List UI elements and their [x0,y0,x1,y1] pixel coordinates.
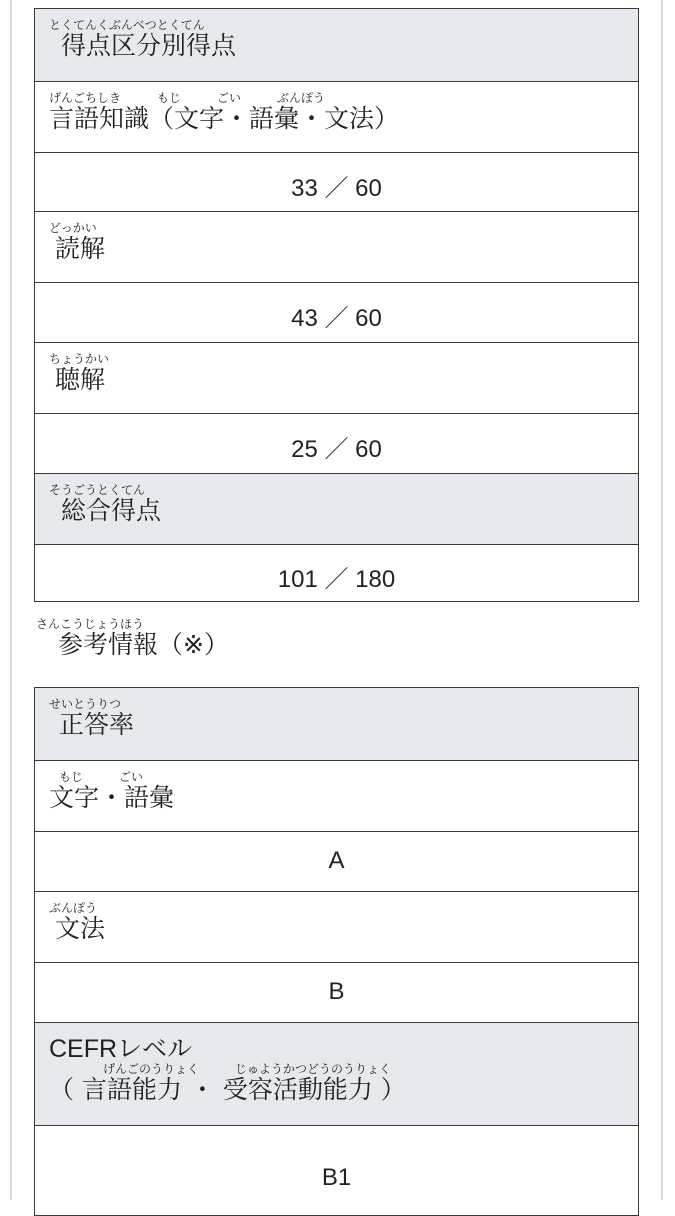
language-knowledge-label: 言語知識（文字・語彙・文法） [49,104,400,133]
score-header-ruby: とくてんくぶんべつとくてん [49,18,205,32]
cefr-subtitle: （ 言語能力 ・ 受容活動能力 ） [49,1075,406,1104]
reference-info-title: 参考情報（※） [58,630,229,659]
score-table [34,8,639,602]
reading-score: 43 ／ 60 [291,305,382,332]
accuracy-table [34,687,639,1216]
listening-label: 聴解 [55,365,106,394]
vocab-grade: A [328,847,345,874]
listening-value-row [35,413,638,473]
vocab-label: 文字・語彙 [49,783,175,812]
reading-value-row [35,282,638,342]
vocab-ruby: もじ ごい [59,770,144,784]
reading-label: 読解 [55,234,106,263]
reading-ruby: どっかい [49,221,97,235]
score-header-title: 得点区分別得点 [61,31,237,60]
total-score: 101 ／ 180 [277,566,396,593]
total-label-row [35,473,638,544]
cefr-ruby: げんごのうりょく じゅようかつどうのうりょく [103,1062,392,1076]
language-knowledge-label-row [35,81,638,152]
cefr-value-row [35,1125,638,1215]
grammar-label-row [35,891,638,962]
total-ruby: そうごうとくてん [49,483,146,497]
grammar-grade: B [328,978,345,1005]
language-knowledge-score: 33 ／ 60 [291,175,382,202]
language-knowledge-value-row [35,152,638,211]
page-right-border [661,0,663,1200]
accuracy-table-header [35,688,638,760]
cefr-level: B1 [321,1164,352,1191]
total-value-row [35,544,638,601]
grammar-label: 文法 [55,914,106,943]
cefr-label-row [35,1022,638,1125]
vocab-value-row [35,831,638,891]
score-table-header [35,9,638,81]
listening-ruby: ちょうかい [49,352,110,366]
vocab-label-row [35,760,638,831]
cefr-title: CEFRレベル [49,1035,193,1063]
grammar-ruby: ぶんぽう [49,901,98,915]
listening-score: 25 ／ 60 [291,436,382,463]
accuracy-header-title: 正答率 [59,710,135,739]
page-left-border [10,0,12,1200]
language-knowledge-ruby: げんごちしき もじ ごい ぶんぽう [49,91,326,105]
reference-info-ruby: さんこうじょうほう [36,617,145,631]
total-label: 総合得点 [61,496,162,525]
reference-info-heading [34,618,229,660]
reading-label-row [35,211,638,282]
listening-label-row [35,342,638,413]
accuracy-header-ruby: せいとうりつ [49,697,122,711]
grammar-value-row [35,962,638,1022]
